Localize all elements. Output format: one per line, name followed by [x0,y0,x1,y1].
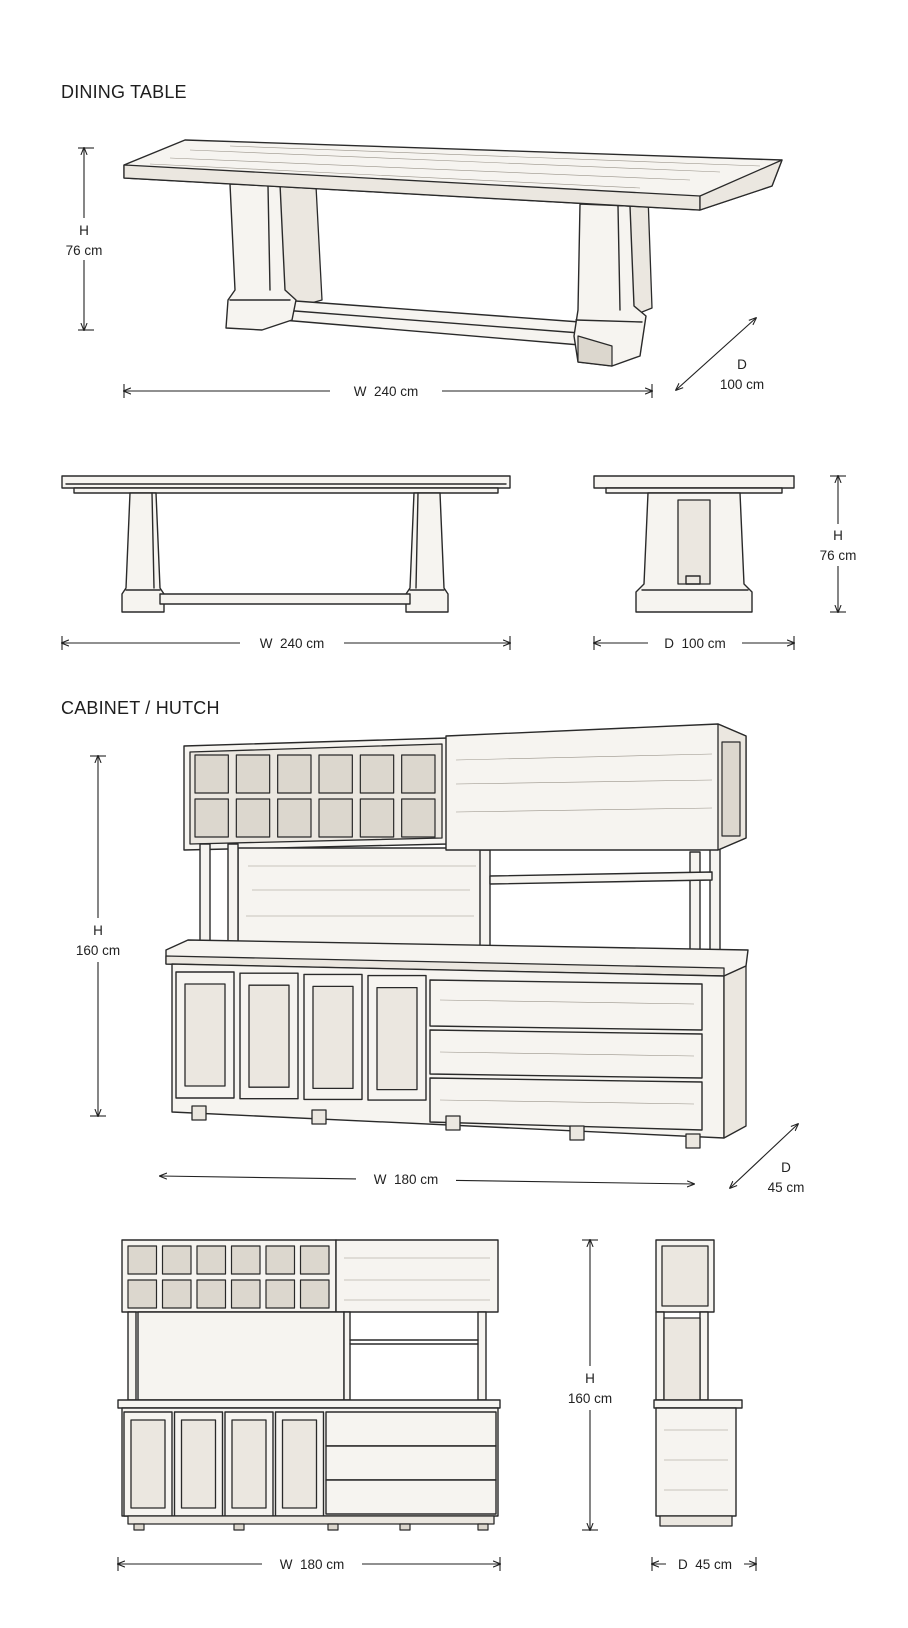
cabinet-side-depth-dimension [652,1553,756,1575]
table-iso-height-value: 76 cm [65,243,103,258]
cubby-cell [319,755,352,793]
table-side-depth-label: D 100 cm [664,636,726,651]
table-side-depth-dimension [594,632,794,654]
cubby-cell [278,799,311,837]
table-iso-width-label: W 240 cm [353,384,419,399]
front-door-panel [182,1420,216,1508]
section-title-dining-table: DINING TABLE [61,82,187,102]
table-iso-height-dimension [60,148,112,330]
cubby-cell [402,755,435,793]
cabinet-iso-height-dimension [70,756,126,1116]
front-cubby-cell [128,1280,157,1308]
table-front-width-label: W 240 cm [259,636,325,651]
door-panel [249,985,289,1087]
cubby-cell [278,755,311,793]
front-cubby-cell [266,1280,295,1308]
cubby-cell [236,799,269,837]
cabinet-iso-height-letter: H [93,923,103,938]
front-cubby-cell [197,1246,226,1274]
front-cubby-cell [301,1246,330,1274]
cabinet-side-depth-label: D 45 cm [677,1557,733,1572]
door-panel [313,986,353,1088]
cabinet-front-width-label: W 180 cm [279,1557,345,1572]
door-panel [377,988,417,1090]
table-side-view-drawing [594,476,794,612]
cabinet-iso-depth-letter: D [781,1160,791,1175]
cubby-cell [236,755,269,793]
cabinet-iso-width-dimension [160,1168,694,1190]
cabinet-front-width-dimension [118,1553,500,1575]
cubby-cell [402,799,435,837]
front-cubby-cell [128,1246,157,1274]
front-cubby-cell [266,1246,295,1274]
table-iso-height-letter: H [79,223,89,238]
section-title-cabinet-hutch: CABINET / HUTCH [61,698,220,718]
cabinet-front-height-dimension [562,1240,618,1530]
table-front-width-dimension [62,632,510,654]
front-door-panel [232,1420,266,1508]
cubby-cell [319,799,352,837]
table-iso-depth-dimension [676,318,764,392]
front-cubby-cell [232,1280,261,1308]
cabinet-front-view-drawing [118,1240,500,1530]
table-iso-width-dimension [124,380,652,402]
front-cubby-cell [163,1246,192,1274]
cabinet-front-height-letter: H [585,1371,595,1386]
cabinet-front-height-value: 160 cm [567,1391,613,1406]
cubby-cell [195,755,228,793]
cubby-cell [195,799,228,837]
cabinet-side-view-drawing [654,1240,742,1526]
table-front-view-drawing [62,476,510,612]
cubby-cell [360,799,393,837]
table-side-height-value: 76 cm [819,548,857,563]
cabinet-iso-height-value: 160 cm [75,943,121,958]
cabinet-isometric-drawing [166,724,748,1148]
front-cubby-cell [232,1246,261,1274]
door-panel [185,984,225,1086]
table-iso-depth-letter: D [737,357,747,372]
cubby-cell [360,755,393,793]
cabinet-iso-depth-dimension [730,1124,804,1195]
table-side-height-letter: H [833,528,843,543]
table-iso-depth-value: 100 cm [719,377,765,392]
front-cubby-cell [301,1280,330,1308]
table-isometric-drawing [124,140,782,366]
front-cubby-cell [163,1280,192,1308]
front-door-panel [131,1420,165,1508]
cabinet-iso-depth-value: 45 cm [767,1180,805,1195]
front-cubby-cell [197,1280,226,1308]
table-side-height-dimension [814,476,864,612]
cabinet-iso-width-label: W 180 cm [373,1172,439,1187]
front-door-panel [283,1420,317,1508]
